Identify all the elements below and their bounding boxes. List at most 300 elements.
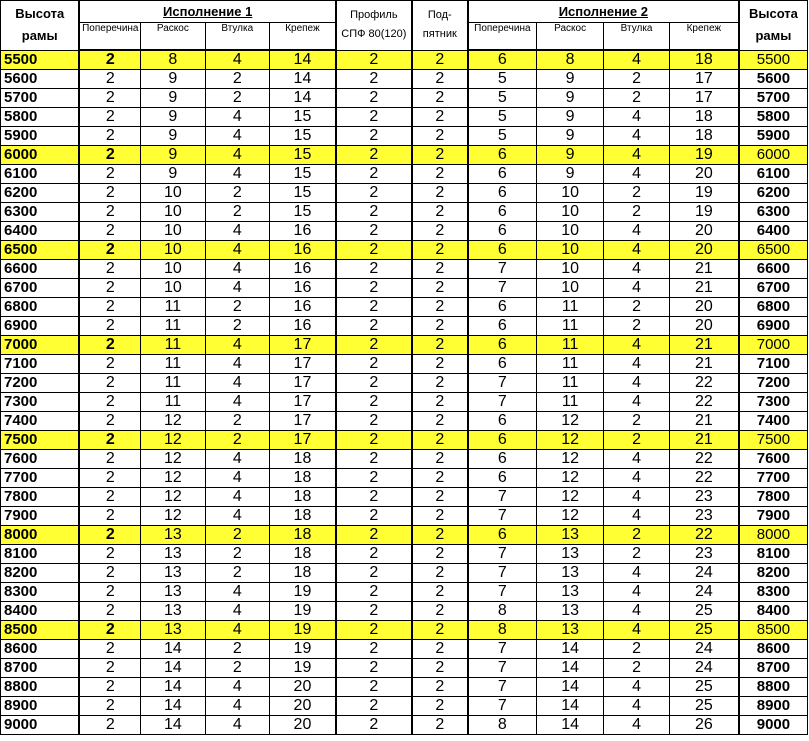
- cell-support: 2: [412, 450, 468, 469]
- row-height-right: 5800: [739, 108, 808, 127]
- row-height: 8200: [1, 564, 80, 583]
- cell-brace-2: 13: [536, 545, 604, 564]
- cell-brace-2: 10: [536, 184, 604, 203]
- cell-bushing-1: 4: [205, 697, 269, 716]
- row-height-right: 6900: [739, 317, 808, 336]
- cell-brace-1: 13: [141, 602, 205, 621]
- row-height-right: 6500: [739, 241, 808, 260]
- cell-brace-2: 14: [536, 659, 604, 678]
- cell-support: 2: [412, 431, 468, 450]
- table-row: [1, 374, 808, 393]
- cell-support: 2: [412, 393, 468, 412]
- cell-fastener-2: 21: [669, 336, 739, 355]
- cell-brace-1: 13: [141, 583, 205, 602]
- table-row: [1, 697, 808, 716]
- cell-fastener-1: 18: [269, 488, 335, 507]
- cell-fastener-1: 17: [269, 374, 335, 393]
- cell-fastener-2: 24: [669, 564, 739, 583]
- row-height: 5600: [1, 70, 80, 89]
- cell-bushing-1: 2: [205, 70, 269, 89]
- cell-bushing-2: 2: [604, 659, 669, 678]
- cell-profile: 2: [336, 355, 412, 374]
- cell-fastener-1: 16: [269, 260, 335, 279]
- cell-fastener-2: 21: [669, 260, 739, 279]
- cell-bushing-2: 4: [604, 583, 669, 602]
- cell-brace-1: 13: [141, 545, 205, 564]
- cell-profile: 2: [336, 127, 412, 146]
- cell-fastener-1: 18: [269, 507, 335, 526]
- cell-crossbar-1: 2: [79, 488, 140, 507]
- cell-support: 2: [412, 89, 468, 108]
- cell-profile: 2: [336, 507, 412, 526]
- cell-support: 2: [412, 165, 468, 184]
- cell-brace-1: 8: [141, 50, 205, 70]
- cell-crossbar-1: 2: [79, 412, 140, 431]
- cell-fastener-1: 15: [269, 203, 335, 222]
- cell-brace-2: 10: [536, 279, 604, 298]
- cell-fastener-2: 18: [669, 108, 739, 127]
- cell-fastener-2: 21: [669, 431, 739, 450]
- cell-fastener-1: 20: [269, 678, 335, 697]
- row-height-right: 5700: [739, 89, 808, 108]
- cell-profile: 2: [336, 621, 412, 640]
- cell-bushing-2: 2: [604, 89, 669, 108]
- cell-crossbar-1: 2: [79, 70, 140, 89]
- cell-brace-2: 12: [536, 507, 604, 526]
- cell-brace-1: 12: [141, 412, 205, 431]
- header-height: Высота рамы: [1, 1, 80, 51]
- cell-brace-2: 13: [536, 526, 604, 545]
- row-height-right: 7400: [739, 412, 808, 431]
- cell-crossbar-1: 2: [79, 241, 140, 260]
- table-row: [1, 412, 808, 431]
- cell-fastener-1: 16: [269, 298, 335, 317]
- row-height-right: 8000: [739, 526, 808, 545]
- cell-profile: 2: [336, 697, 412, 716]
- row-height-right: 6400: [739, 222, 808, 241]
- row-height-right: 8600: [739, 640, 808, 659]
- table-row: [1, 317, 808, 336]
- row-height: 8500: [1, 621, 80, 640]
- row-height: 7500: [1, 431, 80, 450]
- table-row: [1, 564, 808, 583]
- row-height: 6100: [1, 165, 80, 184]
- cell-bushing-2: 4: [604, 469, 669, 488]
- row-height-right: 7300: [739, 393, 808, 412]
- cell-crossbar-2: 7: [468, 564, 537, 583]
- cell-support: 2: [412, 602, 468, 621]
- cell-fastener-1: 19: [269, 583, 335, 602]
- cell-bushing-1: 4: [205, 355, 269, 374]
- row-height-right: 7600: [739, 450, 808, 469]
- cell-crossbar-1: 2: [79, 678, 140, 697]
- cell-bushing-1: 4: [205, 222, 269, 241]
- cell-fastener-1: 15: [269, 108, 335, 127]
- cell-fastener-1: 18: [269, 545, 335, 564]
- row-height-right: 6100: [739, 165, 808, 184]
- cell-fastener-1: 17: [269, 412, 335, 431]
- cell-support: 2: [412, 222, 468, 241]
- row-height: 6800: [1, 298, 80, 317]
- cell-crossbar-2: 5: [468, 70, 537, 89]
- row-height: 7800: [1, 488, 80, 507]
- cell-brace-2: 10: [536, 222, 604, 241]
- cell-fastener-2: 21: [669, 355, 739, 374]
- cell-brace-1: 13: [141, 621, 205, 640]
- cell-crossbar-1: 2: [79, 621, 140, 640]
- cell-fastener-2: 25: [669, 602, 739, 621]
- cell-bushing-2: 4: [604, 564, 669, 583]
- cell-crossbar-2: 6: [468, 355, 537, 374]
- cell-brace-2: 14: [536, 716, 604, 735]
- cell-bushing-1: 4: [205, 393, 269, 412]
- cell-profile: 2: [336, 488, 412, 507]
- sub-brace-1: Раскос: [141, 23, 205, 51]
- table-row: [1, 640, 808, 659]
- cell-profile: 2: [336, 222, 412, 241]
- row-height: 6600: [1, 260, 80, 279]
- cell-profile: 2: [336, 336, 412, 355]
- cell-bushing-2: 4: [604, 355, 669, 374]
- cell-profile: 2: [336, 545, 412, 564]
- cell-brace-1: 9: [141, 70, 205, 89]
- cell-fastener-2: 20: [669, 317, 739, 336]
- cell-crossbar-2: 7: [468, 488, 537, 507]
- cell-fastener-2: 21: [669, 279, 739, 298]
- cell-bushing-2: 2: [604, 184, 669, 203]
- cell-crossbar-1: 2: [79, 355, 140, 374]
- cell-fastener-1: 16: [269, 317, 335, 336]
- cell-bushing-2: 4: [604, 260, 669, 279]
- table-row: [1, 108, 808, 127]
- row-height-right: 8900: [739, 697, 808, 716]
- cell-fastener-2: 22: [669, 450, 739, 469]
- row-height: 5500: [1, 50, 80, 70]
- cell-brace-2: 12: [536, 412, 604, 431]
- row-height: 5700: [1, 89, 80, 108]
- cell-fastener-2: 22: [669, 393, 739, 412]
- table-row: [1, 393, 808, 412]
- row-height: 7400: [1, 412, 80, 431]
- row-height: 8900: [1, 697, 80, 716]
- cell-crossbar-1: 2: [79, 545, 140, 564]
- cell-profile: 2: [336, 431, 412, 450]
- table-row: [1, 70, 808, 89]
- cell-brace-1: 11: [141, 374, 205, 393]
- cell-brace-1: 11: [141, 298, 205, 317]
- cell-fastener-1: 18: [269, 450, 335, 469]
- cell-crossbar-1: 2: [79, 165, 140, 184]
- cell-support: 2: [412, 336, 468, 355]
- cell-bushing-1: 4: [205, 108, 269, 127]
- cell-bushing-1: 4: [205, 260, 269, 279]
- sub-fastener-2: Крепеж: [669, 23, 739, 51]
- row-height: 8800: [1, 678, 80, 697]
- cell-bushing-1: 4: [205, 621, 269, 640]
- cell-bushing-2: 4: [604, 450, 669, 469]
- cell-crossbar-2: 5: [468, 108, 537, 127]
- cell-support: 2: [412, 298, 468, 317]
- table-row: [1, 488, 808, 507]
- row-height: 9000: [1, 716, 80, 735]
- cell-brace-1: 11: [141, 317, 205, 336]
- cell-brace-1: 10: [141, 203, 205, 222]
- row-height: 7900: [1, 507, 80, 526]
- row-height: 8100: [1, 545, 80, 564]
- cell-bushing-1: 2: [205, 184, 269, 203]
- cell-fastener-2: 22: [669, 374, 739, 393]
- cell-support: 2: [412, 317, 468, 336]
- row-height: 7700: [1, 469, 80, 488]
- cell-bushing-2: 4: [604, 336, 669, 355]
- sub-crossbar-2: Поперечина: [468, 23, 537, 51]
- cell-fastener-2: 20: [669, 241, 739, 260]
- cell-crossbar-1: 2: [79, 431, 140, 450]
- cell-profile: 2: [336, 184, 412, 203]
- table-row: [1, 89, 808, 108]
- cell-bushing-1: 2: [205, 564, 269, 583]
- table-row: [1, 184, 808, 203]
- cell-profile: 2: [336, 165, 412, 184]
- table-row: [1, 678, 808, 697]
- cell-crossbar-1: 2: [79, 260, 140, 279]
- table-row: [1, 50, 808, 70]
- cell-brace-1: 12: [141, 431, 205, 450]
- cell-crossbar-1: 2: [79, 298, 140, 317]
- cell-crossbar-2: 6: [468, 431, 537, 450]
- cell-crossbar-2: 6: [468, 241, 537, 260]
- cell-support: 2: [412, 469, 468, 488]
- cell-fastener-2: 26: [669, 716, 739, 735]
- cell-brace-1: 14: [141, 678, 205, 697]
- row-height: 6500: [1, 241, 80, 260]
- row-height: 5800: [1, 108, 80, 127]
- table-row: [1, 336, 808, 355]
- table-row: [1, 716, 808, 735]
- cell-crossbar-2: 6: [468, 298, 537, 317]
- cell-profile: 2: [336, 146, 412, 165]
- row-height: 7600: [1, 450, 80, 469]
- cell-support: 2: [412, 108, 468, 127]
- cell-bushing-1: 2: [205, 659, 269, 678]
- cell-crossbar-1: 2: [79, 203, 140, 222]
- cell-support: 2: [412, 678, 468, 697]
- cell-crossbar-1: 2: [79, 583, 140, 602]
- row-height: 6700: [1, 279, 80, 298]
- cell-brace-2: 11: [536, 374, 604, 393]
- cell-crossbar-2: 7: [468, 545, 537, 564]
- cell-bushing-1: 4: [205, 678, 269, 697]
- cell-support: 2: [412, 488, 468, 507]
- row-height-right: 6700: [739, 279, 808, 298]
- header-support: Под-пятник: [412, 1, 468, 51]
- cell-profile: 2: [336, 583, 412, 602]
- cell-crossbar-2: 7: [468, 279, 537, 298]
- cell-support: 2: [412, 279, 468, 298]
- cell-brace-2: 13: [536, 564, 604, 583]
- cell-brace-2: 9: [536, 89, 604, 108]
- cell-brace-2: 11: [536, 317, 604, 336]
- cell-crossbar-2: 7: [468, 507, 537, 526]
- cell-brace-2: 9: [536, 127, 604, 146]
- cell-fastener-1: 14: [269, 50, 335, 70]
- cell-fastener-1: 15: [269, 127, 335, 146]
- cell-crossbar-1: 2: [79, 50, 140, 70]
- table-row: [1, 241, 808, 260]
- cell-fastener-2: 24: [669, 583, 739, 602]
- cell-crossbar-1: 2: [79, 507, 140, 526]
- cell-fastener-1: 19: [269, 602, 335, 621]
- cell-crossbar-1: 2: [79, 564, 140, 583]
- cell-fastener-1: 20: [269, 716, 335, 735]
- cell-brace-2: 11: [536, 393, 604, 412]
- row-height-right: 7800: [739, 488, 808, 507]
- cell-bushing-1: 2: [205, 203, 269, 222]
- cell-crossbar-1: 2: [79, 640, 140, 659]
- row-height-right: 6000: [739, 146, 808, 165]
- row-height: 8600: [1, 640, 80, 659]
- cell-crossbar-1: 2: [79, 127, 140, 146]
- cell-support: 2: [412, 545, 468, 564]
- row-height: 7100: [1, 355, 80, 374]
- cell-brace-1: 9: [141, 127, 205, 146]
- cell-brace-1: 12: [141, 507, 205, 526]
- cell-fastener-1: 15: [269, 184, 335, 203]
- table-row: [1, 659, 808, 678]
- header-height-right: Высота рамы: [739, 1, 808, 51]
- cell-profile: 2: [336, 89, 412, 108]
- cell-crossbar-2: 6: [468, 526, 537, 545]
- cell-crossbar-2: 8: [468, 621, 537, 640]
- cell-fastener-2: 19: [669, 184, 739, 203]
- row-height-right: 5900: [739, 127, 808, 146]
- cell-fastener-1: 17: [269, 393, 335, 412]
- cell-bushing-2: 2: [604, 526, 669, 545]
- cell-crossbar-1: 2: [79, 526, 140, 545]
- cell-support: 2: [412, 146, 468, 165]
- cell-bushing-1: 4: [205, 583, 269, 602]
- row-height-right: 7000: [739, 336, 808, 355]
- cell-profile: 2: [336, 70, 412, 89]
- cell-fastener-2: 21: [669, 412, 739, 431]
- cell-brace-2: 9: [536, 70, 604, 89]
- row-height-right: 8700: [739, 659, 808, 678]
- sub-brace-2: Раскос: [536, 23, 604, 51]
- cell-bushing-1: 4: [205, 716, 269, 735]
- cell-brace-1: 13: [141, 526, 205, 545]
- cell-brace-1: 11: [141, 355, 205, 374]
- cell-brace-2: 10: [536, 260, 604, 279]
- cell-crossbar-1: 2: [79, 336, 140, 355]
- cell-crossbar-2: 6: [468, 450, 537, 469]
- row-height-right: 8500: [739, 621, 808, 640]
- cell-support: 2: [412, 659, 468, 678]
- cell-crossbar-1: 2: [79, 374, 140, 393]
- cell-crossbar-1: 2: [79, 108, 140, 127]
- cell-fastener-1: 19: [269, 659, 335, 678]
- cell-support: 2: [412, 526, 468, 545]
- cell-bushing-2: 4: [604, 678, 669, 697]
- cell-crossbar-2: 7: [468, 583, 537, 602]
- cell-fastener-2: 20: [669, 298, 739, 317]
- cell-support: 2: [412, 583, 468, 602]
- cell-fastener-2: 18: [669, 50, 739, 70]
- cell-crossbar-2: 6: [468, 184, 537, 203]
- table-row: [1, 545, 808, 564]
- cell-bushing-2: 4: [604, 507, 669, 526]
- cell-support: 2: [412, 374, 468, 393]
- cell-crossbar-2: 6: [468, 146, 537, 165]
- row-height: 6000: [1, 146, 80, 165]
- cell-bushing-1: 4: [205, 374, 269, 393]
- cell-bushing-2: 4: [604, 222, 669, 241]
- cell-crossbar-2: 6: [468, 222, 537, 241]
- row-height: 5900: [1, 127, 80, 146]
- cell-support: 2: [412, 260, 468, 279]
- cell-fastener-1: 16: [269, 222, 335, 241]
- cell-profile: 2: [336, 203, 412, 222]
- cell-brace-2: 9: [536, 165, 604, 184]
- cell-bushing-1: 4: [205, 336, 269, 355]
- cell-bushing-2: 2: [604, 203, 669, 222]
- cell-fastener-1: 16: [269, 279, 335, 298]
- cell-support: 2: [412, 640, 468, 659]
- cell-profile: 2: [336, 108, 412, 127]
- cell-profile: 2: [336, 659, 412, 678]
- table-row: [1, 526, 808, 545]
- row-height: 7300: [1, 393, 80, 412]
- cell-support: 2: [412, 507, 468, 526]
- cell-crossbar-2: 5: [468, 89, 537, 108]
- cell-brace-2: 12: [536, 431, 604, 450]
- row-height-right: 8400: [739, 602, 808, 621]
- cell-bushing-2: 4: [604, 146, 669, 165]
- cell-support: 2: [412, 127, 468, 146]
- cell-bushing-2: 4: [604, 716, 669, 735]
- cell-profile: 2: [336, 716, 412, 735]
- cell-fastener-2: 25: [669, 621, 739, 640]
- cell-crossbar-1: 2: [79, 469, 140, 488]
- cell-fastener-2: 22: [669, 469, 739, 488]
- cell-bushing-2: 2: [604, 298, 669, 317]
- cell-bushing-2: 2: [604, 640, 669, 659]
- cell-crossbar-2: 5: [468, 127, 537, 146]
- cell-profile: 2: [336, 564, 412, 583]
- cell-crossbar-2: 6: [468, 50, 537, 70]
- cell-crossbar-1: 2: [79, 659, 140, 678]
- cell-bushing-2: 4: [604, 108, 669, 127]
- cell-brace-2: 11: [536, 298, 604, 317]
- cell-brace-1: 12: [141, 469, 205, 488]
- cell-bushing-1: 4: [205, 469, 269, 488]
- cell-fastener-1: 16: [269, 241, 335, 260]
- table-row: [1, 260, 808, 279]
- cell-brace-1: 10: [141, 241, 205, 260]
- cell-profile: 2: [336, 526, 412, 545]
- cell-brace-1: 12: [141, 488, 205, 507]
- cell-bushing-1: 2: [205, 431, 269, 450]
- cell-bushing-2: 2: [604, 431, 669, 450]
- cell-crossbar-2: 7: [468, 393, 537, 412]
- cell-profile: 2: [336, 50, 412, 70]
- cell-bushing-1: 4: [205, 50, 269, 70]
- cell-fastener-2: 17: [669, 70, 739, 89]
- cell-bushing-2: 2: [604, 412, 669, 431]
- cell-brace-1: 11: [141, 336, 205, 355]
- row-height-right: 5500: [739, 50, 808, 70]
- row-height: 8400: [1, 602, 80, 621]
- cell-bushing-1: 4: [205, 450, 269, 469]
